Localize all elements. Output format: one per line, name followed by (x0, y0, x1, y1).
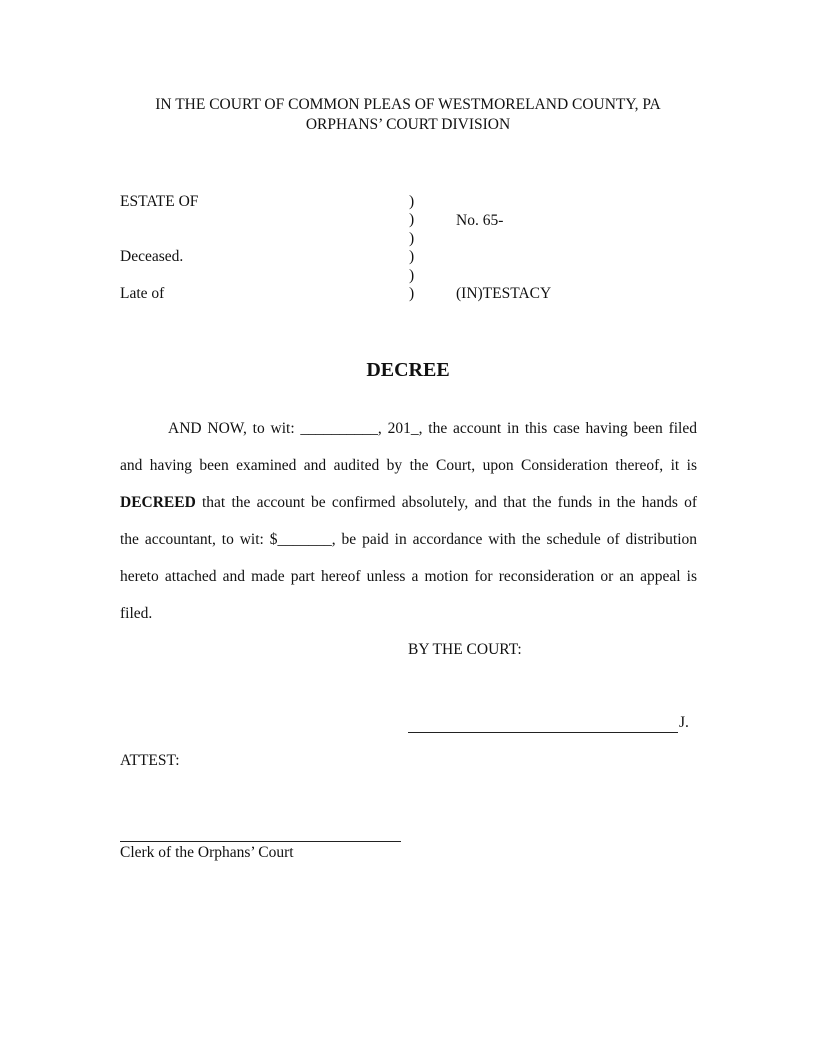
body-line-3-rest: that the account be confirmed absolutely, and that the funds in the hands of (195, 494, 697, 511)
body-line-3 (120, 494, 697, 512)
caption-paren: ) (409, 267, 415, 284)
estate-of-label: ESTATE OF (120, 193, 199, 210)
body-line-6: filed. (120, 605, 153, 622)
by-the-court-label: BY THE COURT: (408, 641, 522, 658)
court-name: IN THE COURT OF COMMON PLEAS OF WESTMORELAND COUNTY, PA (155, 96, 661, 113)
attest-label: ATTEST: (120, 752, 180, 769)
caption-paren: ) (409, 248, 415, 265)
body-line-2: and having been examined and audited by the Court, upon Consideration thereof, it is (120, 457, 697, 474)
body-line-5: hereto attached and made part hereof unless a motion for reconsideration or an appeal is (120, 568, 697, 585)
clerk-label: Clerk of the Orphans’ Court (120, 844, 294, 861)
decree-title: DECREE (366, 359, 450, 381)
late-of-label: Late of (120, 285, 165, 302)
case-number: No. 65- (456, 212, 504, 229)
testacy-label: (IN)TESTACY (456, 285, 552, 302)
judge-signature-line (408, 732, 678, 733)
caption-paren: ) (409, 193, 415, 210)
court-division: ORPHANS’ COURT DIVISION (305, 116, 511, 133)
caption-paren: ) (409, 230, 415, 247)
body-line-4: the accountant, to wit: $_______, be paid in accordance with the schedule of distribution (120, 531, 697, 548)
decreed-emphasis: DECREED (120, 494, 196, 511)
deceased-label: Deceased. (120, 248, 184, 265)
clerk-signature-line (120, 841, 401, 842)
caption-paren: ) (409, 211, 415, 228)
body-line-1: AND NOW, to wit: __________, 201_, the account in this case having been filed (168, 420, 697, 437)
caption-paren: ) (409, 285, 415, 302)
judge-suffix: J. (679, 714, 689, 731)
